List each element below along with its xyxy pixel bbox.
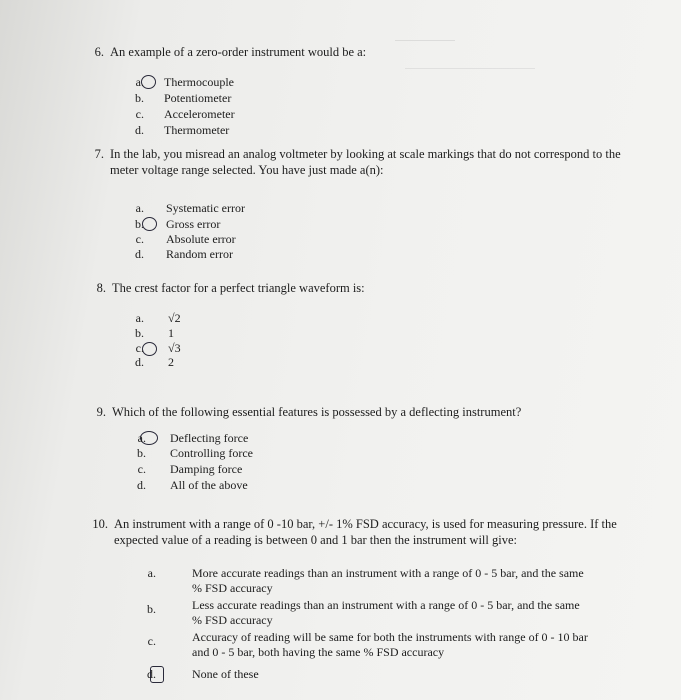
option-text: All of the above (170, 478, 248, 492)
option-text: Thermocouple (164, 75, 234, 89)
question-text: In the lab, you misread an analog voltmeter by looking at scale markings that do not correspond to the meter voltage range selected. You have just made a(n): (110, 147, 621, 177)
option-text: Thermometer (164, 123, 230, 137)
option-text: 2 (168, 355, 174, 369)
question-text: An example of a zero-order instrument would be a: (110, 45, 367, 59)
option-letter: d. (147, 667, 156, 681)
option-text: Random error (166, 247, 233, 261)
option-letter: c. (135, 232, 144, 246)
question-number: 10. (92, 517, 108, 531)
option-letter: b. (135, 217, 144, 231)
option-text: √2 (168, 311, 181, 325)
option-letter: b. (147, 602, 156, 616)
option-letter: a. (135, 75, 144, 89)
option-letter: a. (147, 566, 156, 580)
option-text: Accelerometer (164, 107, 235, 121)
option-letter: c. (135, 107, 144, 121)
question-text: The crest factor for a perfect triangle waveform is: (112, 281, 365, 295)
question-number: 7. (94, 147, 104, 161)
question-text: Which of the following essential features is possessed by a deflecting instrument? (112, 405, 522, 419)
option-text: Controlling force (170, 446, 253, 460)
option-text: Deflecting force (170, 431, 249, 445)
answer-circle-mark (142, 342, 157, 356)
option-letter: b. (135, 91, 144, 105)
option-letter: c. (147, 634, 156, 648)
question-number: 6. (94, 45, 104, 59)
option-text: Less accurate readings than an instrument with a range of 0 - 5 bar, and the same % FSD accuracy (192, 598, 580, 627)
question-number: 9. (96, 405, 106, 419)
question-text: An instrument with a range of 0 -10 bar, +/- 1% FSD accuracy, is used for measuring pressure. If the expected value of a reading is between 0 and 1 bar then the instrument will give: (114, 517, 617, 547)
option-text: None of these (192, 667, 259, 681)
option-text: More accurate readings than an instrument with a range of 0 - 5 bar, and the same % FSD accuracy (192, 566, 584, 595)
option-text: 1 (168, 326, 174, 340)
option-letter: a. (137, 431, 146, 445)
option-letter: a. (135, 311, 144, 325)
option-letter: d. (137, 478, 146, 492)
option-letter: c. (135, 341, 144, 355)
option-text: Accuracy of reading will be same for both the instruments with range of 0 - 10 bar and 0 - 5 bar, both having the same % FSD accuracy (192, 630, 588, 659)
option-text: Gross error (166, 217, 221, 231)
option-text: Absolute error (166, 232, 236, 246)
option-text: √3 (168, 341, 181, 355)
question-number: 8. (96, 281, 106, 295)
option-text: Systematic error (166, 201, 245, 215)
option-letter: b. (137, 446, 146, 460)
option-letter: d. (135, 247, 144, 261)
option-letter: d. (135, 355, 144, 369)
option-letter: a. (135, 201, 144, 215)
option-letter: c. (137, 462, 146, 476)
answer-circle-mark (142, 217, 157, 231)
option-letter: b. (135, 326, 144, 340)
option-text: Damping force (170, 462, 243, 476)
option-text: Potentiometer (164, 91, 232, 105)
option-letter: d. (135, 123, 144, 137)
